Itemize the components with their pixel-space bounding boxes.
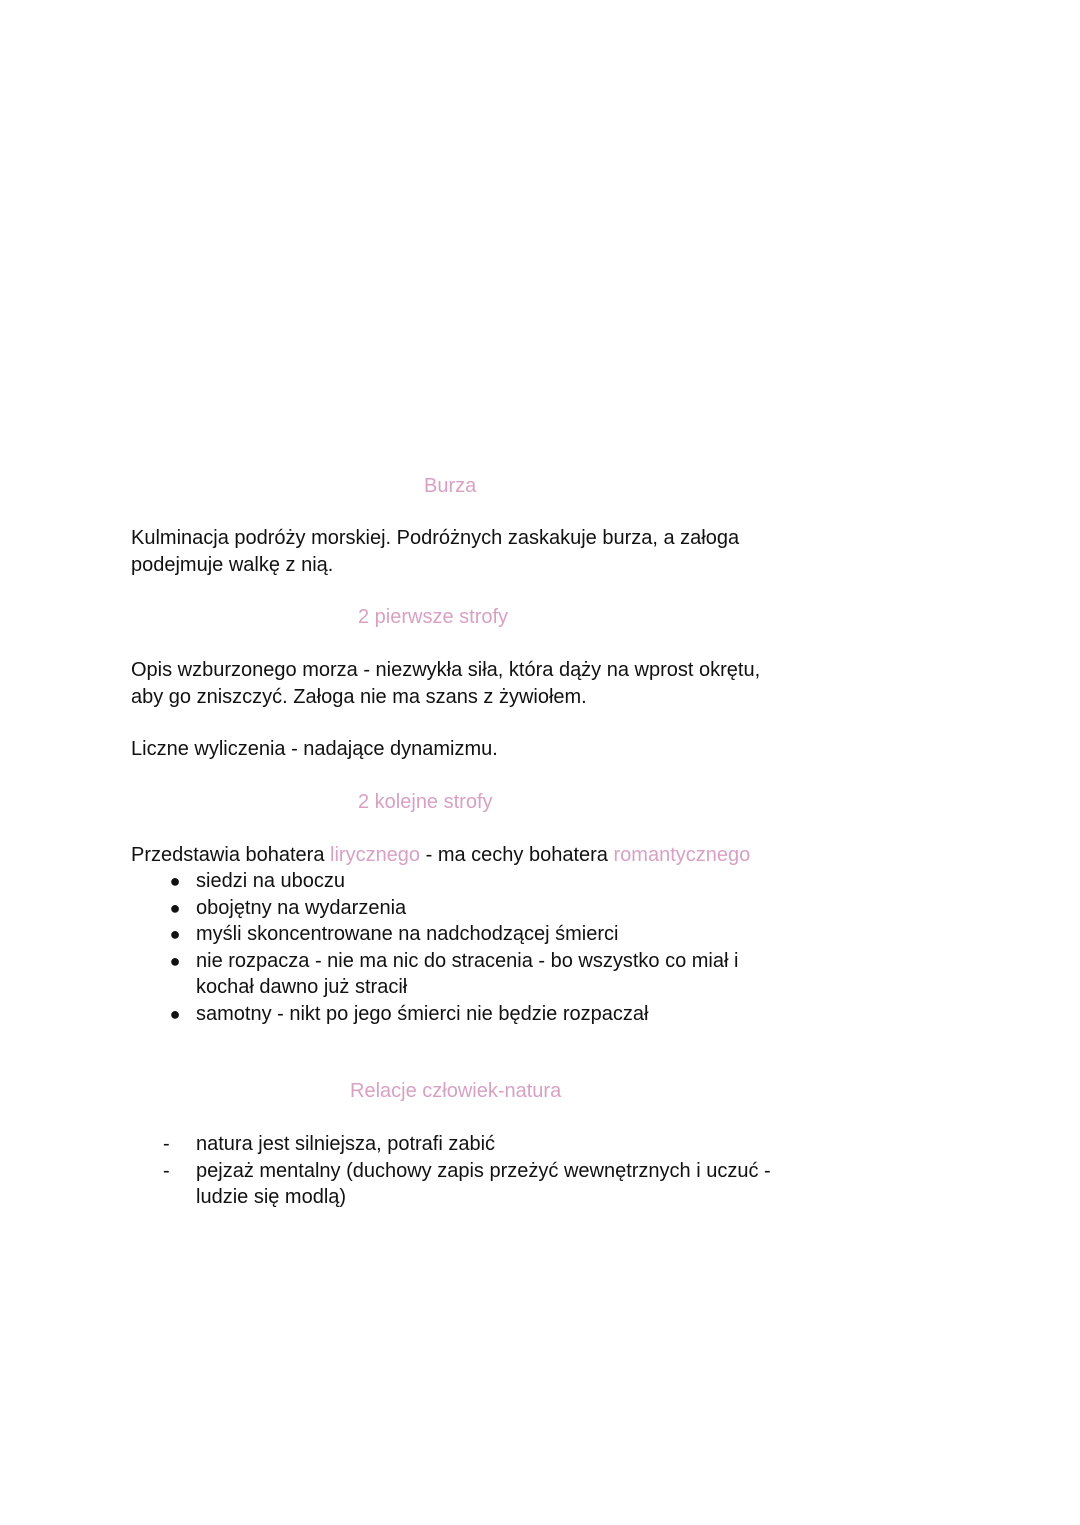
bullet-icon: ● — [169, 950, 181, 971]
hero-lead-text-2: - ma cechy bohatera — [420, 844, 614, 866]
romantic-term: romantycznego — [613, 844, 751, 866]
document-title: Burza — [424, 475, 477, 497]
hero-traits-list — [131, 868, 751, 1027]
list-item — [131, 948, 751, 1001]
dash-icon: - — [163, 1159, 170, 1182]
list-item-text: obojętny na wydarzenia — [196, 896, 407, 919]
lyrical-term: lirycznego — [330, 844, 421, 866]
bullet-icon: ● — [169, 897, 181, 918]
list-item — [131, 1158, 791, 1211]
enumerations-paragraph: Liczne wyliczenia - nadające dynamizmu. — [131, 738, 498, 760]
bullet-icon: ● — [169, 1003, 181, 1024]
bullet-icon: ● — [169, 871, 181, 891]
list-item-text: natura jest silniejsza, potrafi zabić — [196, 1133, 496, 1155]
list-item-text: nie rozpacza - nie ma nic do stracenia - bo wszystko co miał i kochał dawno już stracił — [196, 949, 739, 998]
dash-icon: - — [163, 1133, 170, 1155]
section-heading-first-stanzas: 2 pierwsze strofy — [358, 606, 509, 628]
section-heading-next-stanzas: 2 kolejne strofy — [358, 791, 493, 813]
list-item — [131, 1001, 751, 1028]
human-nature-list — [131, 1131, 791, 1211]
sea-description-paragraph: Opis wzburzonego morza - niezwykła siła, która dąży na wprost okrętu, aby go zniszczyć. Załoga nie ma szans z żywiołem. — [131, 659, 761, 708]
list-item — [131, 1131, 791, 1158]
list-item — [131, 921, 751, 948]
list-item-text: samotny - nikt po jego śmierci nie będzie rozpaczał — [196, 1002, 649, 1025]
hero-lead-paragraph — [131, 842, 831, 869]
list-item — [131, 895, 751, 922]
bullet-icon: ● — [169, 924, 181, 944]
hero-lead-text-1: Przedstawia bohatera — [131, 844, 331, 866]
list-item — [131, 868, 751, 895]
list-item-text: siedzi na uboczu — [196, 870, 345, 892]
section-heading-human-nature: Relacje człowiek-natura — [350, 1080, 562, 1102]
list-item-text: pejzaż mentalny (duchowy zapis przeżyć wewnętrznych i uczuć - ludzie się modlą) — [196, 1159, 771, 1208]
list-item-text: myśli skoncentrowane na nadchodzącej śmierci — [196, 923, 619, 945]
intro-paragraph: Kulminacja podróży morskiej. Podróżnych zaskakuje burza, a załoga podejmuje walkę z nią. — [131, 527, 740, 576]
